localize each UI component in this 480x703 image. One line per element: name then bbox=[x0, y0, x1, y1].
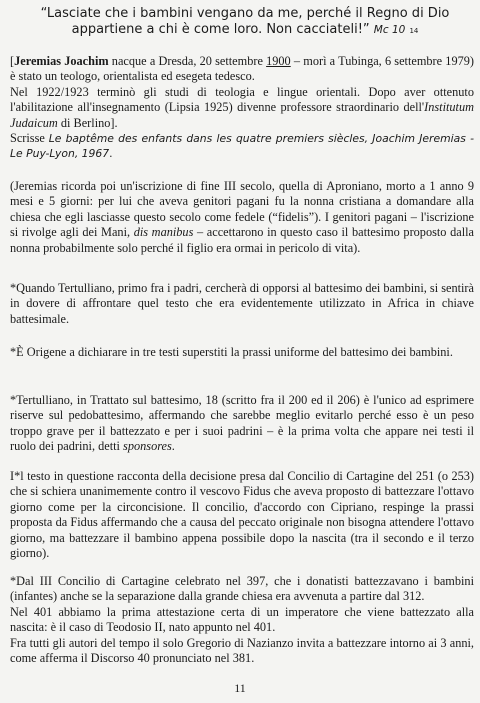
paragraph-cartagine-397 bbox=[10, 574, 474, 666]
paragraph-cartagine-251: I*l testo in questione racconta della decisione presa dal Concilio di Cartagine del 251 (o 253) che si schiera unanimemente contro il vescovo Fidus che aveva proposto di battezzare l'ottavo giorno come per la circoncisione. Il concilio, d'accordo con Cipriano, respinge la prassi proposta da Fidus affermando che a causa del peccato originale non bisogna attendere l'ottavo giorno, ma battezzare il bambino appena possibile dopo la nascita (tra il secondo e il terzo giorno). bbox=[10, 469, 474, 561]
paragraph-aproniano bbox=[10, 179, 474, 256]
page-number: 11 bbox=[234, 681, 246, 695]
dis-manibus: dis manibus bbox=[133, 225, 194, 240]
quote-reference: Mc 10 bbox=[373, 24, 406, 36]
bio-text-2: – morì a Tubinga, 6 settembre 1979) è stato un teologo, orientalista ed esegeta tedesco. bbox=[10, 54, 474, 84]
paragraph-tertulliano-2 bbox=[10, 393, 474, 455]
institute-name: Institutum Judaicum bbox=[10, 100, 474, 130]
bio-studies: Nel 1922/1923 terminò gli studi di teologia e lingue orientali. Dopo aver ottenuto l'abilitazione all'insegnamento (Lipsia 1925) divenne professore straordinario dell' bbox=[10, 84, 474, 115]
bio-text-1: nacque a Dresda, 20 settembre bbox=[108, 54, 267, 68]
book-title-end: . bbox=[109, 147, 113, 161]
p6-line-2: Nel 401 abbiamo la prima attestazione certa di un imperatore che viene battezzato alla nascita: è il caso di Teodosio II, nato appunto nel 401. bbox=[10, 604, 474, 635]
paragraph-origene: *È Origene a dichiarare in tre testi superstiti la prassi uniforme del battesimo dei bambini. bbox=[10, 345, 453, 359]
p6-line-1: *Dal III Concilio di Cartagine celebrato nel 397, che i donatisti battezzavano i bambini (infantes) anche se la separazione dalla grande chiesa era avvenuta a partire dal 312. bbox=[10, 574, 474, 604]
p1-text-1: (Jeremias ricorda poi un'iscrizione di fine III secolo, quella di Aproniano, morto a 1 anno 9 mesi e 5 giorni: per lui che aveva genitori pagani fu la nonna cristiana a domandare alla chiesa che egli lasciasse questo secolo come fedele (“fidelis”). I genitori pagani – l'iscrizione si rivolge agli dei Mani, bbox=[10, 179, 474, 240]
p4-text-2: . bbox=[171, 439, 175, 454]
paragraph-tertulliano-1: *Quando Tertulliano, primo fra i padri, cercherà di opporsi al battesimo dei bambini, si sentirà in dovere di affrontare quel testo che era evidentemente utilizzato in Africa in chiave battesimale. bbox=[10, 281, 474, 326]
p6-line-3: Fra tutti gli autori del tempo il solo Gregorio di Nazianzo invita a battezzare intorno ai 3 anni, come afferma il Discorso 40 pronunciato nel 381. bbox=[10, 635, 474, 666]
p1-text-2: – accettarono in questo caso il battesimo proposto dalla nonna probabilmente solo perché il figlio era ormai in pericolo di vita). bbox=[10, 225, 474, 255]
author-name: Jeremias Joachim bbox=[14, 54, 109, 68]
sponsores: sponsores bbox=[123, 439, 172, 454]
scrisse-label: Scrisse bbox=[10, 131, 49, 146]
birth-year-link[interactable]: 1900 bbox=[266, 54, 291, 68]
epigraph-quote bbox=[40, 6, 450, 39]
bio-text-3: di Berlino]. bbox=[57, 115, 118, 130]
quote-line-1: “Lasciate che i bambini vengano da me, perché il Regno di Dio bbox=[40, 6, 450, 21]
quote-line-2: appartiene a chi è come loro. Non cacciateli!” bbox=[71, 22, 370, 37]
bio-paragraph bbox=[10, 54, 474, 162]
book-title: Le baptême des enfants dans les quatre premiers siècles, Joachim Jeremias - Le Puy-Lyon, 1967 bbox=[10, 132, 474, 161]
bio-open-bracket: [ bbox=[10, 54, 15, 68]
quote-reference-verse: 14 bbox=[409, 27, 419, 35]
p4-text-1: *Tertulliano, in Trattato sul battesimo, 18 (scritto fra il 200 ed il 206) è l'unico ad esprimere riserve sul pedobattesimo, affermando che sarebbe meglio evitarlo perché esso è un peso troppo grave per il battezzato e per i suoi padrini – è la prima volta che appare nei testi il ruolo dei padrini, detti bbox=[10, 393, 474, 454]
